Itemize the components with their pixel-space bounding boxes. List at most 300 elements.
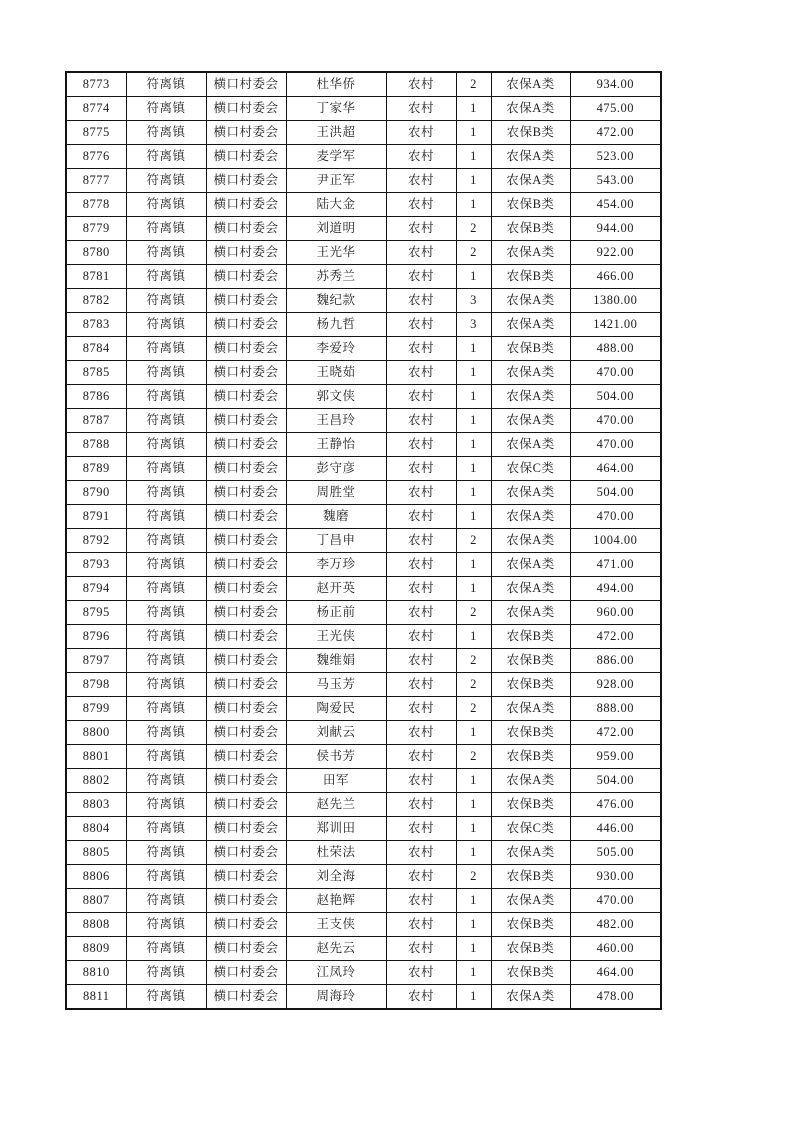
cell-town: 符离镇 xyxy=(126,817,206,841)
cell-insurance-category: 农保C类 xyxy=(491,457,570,481)
cell-town: 符离镇 xyxy=(126,697,206,721)
cell-area-type: 农村 xyxy=(386,337,456,361)
cell-area-type: 农村 xyxy=(386,793,456,817)
cell-town: 符离镇 xyxy=(126,457,206,481)
cell-serial-number: 8784 xyxy=(66,337,126,361)
cell-area-type: 农村 xyxy=(386,913,456,937)
cell-amount: 505.00 xyxy=(570,841,661,865)
cell-area-type: 农村 xyxy=(386,841,456,865)
cell-town: 符离镇 xyxy=(126,625,206,649)
cell-village-committee: 横口村委会 xyxy=(206,745,286,769)
cell-area-type: 农村 xyxy=(386,313,456,337)
cell-insurance-category: 农保A类 xyxy=(491,289,570,313)
cell-insurance-category: 农保A类 xyxy=(491,577,570,601)
cell-town: 符离镇 xyxy=(126,289,206,313)
cell-person-count: 1 xyxy=(456,769,491,793)
cell-town: 符离镇 xyxy=(126,97,206,121)
cell-amount: 1421.00 xyxy=(570,313,661,337)
cell-village-committee: 横口村委会 xyxy=(206,553,286,577)
cell-town: 符离镇 xyxy=(126,433,206,457)
cell-insurance-category: 农保A类 xyxy=(491,769,570,793)
cell-person-name: 马玉芳 xyxy=(286,673,386,697)
cell-town: 符离镇 xyxy=(126,72,206,97)
cell-village-committee: 横口村委会 xyxy=(206,265,286,289)
cell-town: 符离镇 xyxy=(126,961,206,985)
table-row xyxy=(66,313,661,337)
cell-area-type: 农村 xyxy=(386,505,456,529)
cell-serial-number: 8800 xyxy=(66,721,126,745)
cell-serial-number: 8803 xyxy=(66,793,126,817)
cell-amount: 944.00 xyxy=(570,217,661,241)
table-row xyxy=(66,145,661,169)
cell-serial-number: 8794 xyxy=(66,577,126,601)
cell-town: 符离镇 xyxy=(126,361,206,385)
table-row xyxy=(66,457,661,481)
cell-serial-number: 8796 xyxy=(66,625,126,649)
cell-insurance-category: 农保A类 xyxy=(491,72,570,97)
cell-person-name: 侯书芳 xyxy=(286,745,386,769)
table-row xyxy=(66,433,661,457)
cell-amount: 472.00 xyxy=(570,625,661,649)
cell-village-committee: 横口村委会 xyxy=(206,625,286,649)
table-row xyxy=(66,913,661,937)
cell-person-name: 王静怡 xyxy=(286,433,386,457)
cell-person-count: 1 xyxy=(456,721,491,745)
cell-amount: 1004.00 xyxy=(570,529,661,553)
cell-serial-number: 8774 xyxy=(66,97,126,121)
cell-amount: 470.00 xyxy=(570,433,661,457)
cell-serial-number: 8785 xyxy=(66,361,126,385)
cell-village-committee: 横口村委会 xyxy=(206,505,286,529)
cell-person-count: 2 xyxy=(456,697,491,721)
table-row xyxy=(66,409,661,433)
cell-area-type: 农村 xyxy=(386,169,456,193)
cell-amount: 472.00 xyxy=(570,721,661,745)
cell-person-count: 1 xyxy=(456,889,491,913)
cell-amount: 454.00 xyxy=(570,193,661,217)
cell-amount: 470.00 xyxy=(570,505,661,529)
cell-amount: 466.00 xyxy=(570,265,661,289)
table-row xyxy=(66,649,661,673)
cell-town: 符离镇 xyxy=(126,265,206,289)
cell-person-count: 1 xyxy=(456,481,491,505)
cell-insurance-category: 农保A类 xyxy=(491,169,570,193)
cell-area-type: 农村 xyxy=(386,697,456,721)
cell-village-committee: 横口村委会 xyxy=(206,769,286,793)
cell-person-name: 郑训田 xyxy=(286,817,386,841)
cell-person-name: 刘道明 xyxy=(286,217,386,241)
cell-person-name: 王洪超 xyxy=(286,121,386,145)
cell-serial-number: 8807 xyxy=(66,889,126,913)
cell-person-name: 杜荣法 xyxy=(286,841,386,865)
cell-person-count: 1 xyxy=(456,385,491,409)
cell-person-name: 刘献云 xyxy=(286,721,386,745)
table-row xyxy=(66,577,661,601)
cell-area-type: 农村 xyxy=(386,289,456,313)
cell-town: 符离镇 xyxy=(126,577,206,601)
table-row xyxy=(66,193,661,217)
cell-amount: 475.00 xyxy=(570,97,661,121)
cell-amount: 543.00 xyxy=(570,169,661,193)
cell-person-name: 彭守彦 xyxy=(286,457,386,481)
table-row xyxy=(66,985,661,1010)
cell-village-committee: 横口村委会 xyxy=(206,121,286,145)
cell-serial-number: 8793 xyxy=(66,553,126,577)
cell-insurance-category: 农保A类 xyxy=(491,529,570,553)
cell-insurance-category: 农保B类 xyxy=(491,745,570,769)
cell-insurance-category: 农保B类 xyxy=(491,961,570,985)
cell-person-name: 王光华 xyxy=(286,241,386,265)
cell-town: 符离镇 xyxy=(126,409,206,433)
cell-insurance-category: 农保B类 xyxy=(491,265,570,289)
cell-amount: 1380.00 xyxy=(570,289,661,313)
table-row xyxy=(66,769,661,793)
cell-town: 符离镇 xyxy=(126,745,206,769)
cell-serial-number: 8808 xyxy=(66,913,126,937)
cell-person-name: 杜华侨 xyxy=(286,72,386,97)
cell-insurance-category: 农保B类 xyxy=(491,865,570,889)
cell-town: 符离镇 xyxy=(126,865,206,889)
cell-serial-number: 8811 xyxy=(66,985,126,1010)
cell-serial-number: 8804 xyxy=(66,817,126,841)
cell-insurance-category: 农保B类 xyxy=(491,913,570,937)
cell-serial-number: 8797 xyxy=(66,649,126,673)
cell-amount: 476.00 xyxy=(570,793,661,817)
cell-area-type: 农村 xyxy=(386,433,456,457)
cell-town: 符离镇 xyxy=(126,217,206,241)
cell-area-type: 农村 xyxy=(386,625,456,649)
table-row xyxy=(66,529,661,553)
cell-area-type: 农村 xyxy=(386,769,456,793)
cell-village-committee: 横口村委会 xyxy=(206,841,286,865)
cell-village-committee: 横口村委会 xyxy=(206,649,286,673)
table-row xyxy=(66,625,661,649)
cell-town: 符离镇 xyxy=(126,793,206,817)
cell-serial-number: 8790 xyxy=(66,481,126,505)
cell-serial-number: 8791 xyxy=(66,505,126,529)
cell-insurance-category: 农保B类 xyxy=(491,193,570,217)
table-row xyxy=(66,265,661,289)
cell-area-type: 农村 xyxy=(386,817,456,841)
cell-area-type: 农村 xyxy=(386,457,456,481)
cell-area-type: 农村 xyxy=(386,361,456,385)
cell-person-name: 王晓茹 xyxy=(286,361,386,385)
table-row xyxy=(66,601,661,625)
cell-person-name: 赵开英 xyxy=(286,577,386,601)
cell-village-committee: 横口村委会 xyxy=(206,385,286,409)
cell-serial-number: 8795 xyxy=(66,601,126,625)
cell-person-name: 杨九哲 xyxy=(286,313,386,337)
cell-insurance-category: 农保B类 xyxy=(491,937,570,961)
cell-serial-number: 8780 xyxy=(66,241,126,265)
cell-village-committee: 横口村委会 xyxy=(206,193,286,217)
cell-serial-number: 8781 xyxy=(66,265,126,289)
cell-insurance-category: 农保B类 xyxy=(491,625,570,649)
cell-amount: 482.00 xyxy=(570,913,661,937)
cell-person-count: 2 xyxy=(456,649,491,673)
cell-person-name: 魏纪款 xyxy=(286,289,386,313)
cell-amount: 464.00 xyxy=(570,961,661,985)
cell-person-count: 1 xyxy=(456,193,491,217)
cell-amount: 504.00 xyxy=(570,385,661,409)
cell-person-name: 陶爱民 xyxy=(286,697,386,721)
cell-amount: 446.00 xyxy=(570,817,661,841)
cell-village-committee: 横口村委会 xyxy=(206,793,286,817)
cell-village-committee: 横口村委会 xyxy=(206,313,286,337)
table-row xyxy=(66,481,661,505)
table-row xyxy=(66,385,661,409)
cell-amount: 504.00 xyxy=(570,769,661,793)
cell-person-count: 1 xyxy=(456,985,491,1010)
cell-town: 符离镇 xyxy=(126,169,206,193)
cell-person-name: 周海玲 xyxy=(286,985,386,1010)
cell-person-count: 3 xyxy=(456,289,491,313)
cell-person-count: 2 xyxy=(456,529,491,553)
cell-person-name: 尹正军 xyxy=(286,169,386,193)
cell-insurance-category: 农保C类 xyxy=(491,817,570,841)
cell-person-count: 1 xyxy=(456,433,491,457)
cell-person-name: 丁昌申 xyxy=(286,529,386,553)
cell-village-committee: 横口村委会 xyxy=(206,961,286,985)
cell-serial-number: 8789 xyxy=(66,457,126,481)
cell-person-name: 刘全海 xyxy=(286,865,386,889)
cell-area-type: 农村 xyxy=(386,145,456,169)
cell-area-type: 农村 xyxy=(386,985,456,1010)
cell-village-committee: 横口村委会 xyxy=(206,985,286,1010)
cell-amount: 478.00 xyxy=(570,985,661,1010)
cell-village-committee: 横口村委会 xyxy=(206,241,286,265)
cell-village-committee: 横口村委会 xyxy=(206,601,286,625)
cell-person-name: 丁家华 xyxy=(286,97,386,121)
cell-insurance-category: 农保A类 xyxy=(491,601,570,625)
cell-person-name: 麦学军 xyxy=(286,145,386,169)
cell-insurance-category: 农保B类 xyxy=(491,673,570,697)
cell-person-count: 2 xyxy=(456,72,491,97)
cell-person-name: 郭文侠 xyxy=(286,385,386,409)
cell-person-count: 2 xyxy=(456,241,491,265)
cell-insurance-category: 农保B类 xyxy=(491,217,570,241)
cell-amount: 488.00 xyxy=(570,337,661,361)
cell-insurance-category: 农保A类 xyxy=(491,841,570,865)
cell-person-name: 李爱玲 xyxy=(286,337,386,361)
cell-village-committee: 横口村委会 xyxy=(206,72,286,97)
cell-insurance-category: 农保A类 xyxy=(491,97,570,121)
cell-serial-number: 8810 xyxy=(66,961,126,985)
cell-amount: 922.00 xyxy=(570,241,661,265)
cell-person-count: 2 xyxy=(456,865,491,889)
cell-area-type: 农村 xyxy=(386,217,456,241)
cell-insurance-category: 农保A类 xyxy=(491,241,570,265)
cell-person-count: 1 xyxy=(456,577,491,601)
cell-person-name: 田军 xyxy=(286,769,386,793)
cell-serial-number: 8779 xyxy=(66,217,126,241)
cell-area-type: 农村 xyxy=(386,72,456,97)
cell-person-count: 1 xyxy=(456,937,491,961)
pension-payment-table xyxy=(65,71,662,1010)
cell-area-type: 农村 xyxy=(386,937,456,961)
table-row xyxy=(66,337,661,361)
cell-person-count: 1 xyxy=(456,457,491,481)
cell-person-count: 1 xyxy=(456,337,491,361)
table-row xyxy=(66,841,661,865)
cell-person-count: 2 xyxy=(456,673,491,697)
table-row xyxy=(66,289,661,313)
cell-area-type: 农村 xyxy=(386,193,456,217)
cell-person-count: 1 xyxy=(456,793,491,817)
table-row xyxy=(66,169,661,193)
cell-serial-number: 8792 xyxy=(66,529,126,553)
cell-insurance-category: 农保A类 xyxy=(491,889,570,913)
cell-village-committee: 横口村委会 xyxy=(206,817,286,841)
cell-amount: 470.00 xyxy=(570,361,661,385)
cell-village-committee: 横口村委会 xyxy=(206,169,286,193)
cell-area-type: 农村 xyxy=(386,553,456,577)
cell-person-count: 2 xyxy=(456,745,491,769)
table-row xyxy=(66,697,661,721)
cell-area-type: 农村 xyxy=(386,865,456,889)
cell-person-count: 1 xyxy=(456,121,491,145)
cell-village-committee: 横口村委会 xyxy=(206,673,286,697)
cell-serial-number: 8798 xyxy=(66,673,126,697)
cell-insurance-category: 农保A类 xyxy=(491,433,570,457)
cell-amount: 930.00 xyxy=(570,865,661,889)
cell-person-count: 2 xyxy=(456,217,491,241)
table-row xyxy=(66,889,661,913)
cell-village-committee: 横口村委会 xyxy=(206,145,286,169)
cell-area-type: 农村 xyxy=(386,241,456,265)
cell-serial-number: 8805 xyxy=(66,841,126,865)
cell-insurance-category: 农保A类 xyxy=(491,985,570,1010)
table-row xyxy=(66,865,661,889)
cell-area-type: 农村 xyxy=(386,889,456,913)
cell-village-committee: 横口村委会 xyxy=(206,529,286,553)
cell-serial-number: 8786 xyxy=(66,385,126,409)
cell-insurance-category: 农保A类 xyxy=(491,385,570,409)
cell-village-committee: 横口村委会 xyxy=(206,433,286,457)
table-row xyxy=(66,72,661,97)
cell-village-committee: 横口村委会 xyxy=(206,217,286,241)
cell-area-type: 农村 xyxy=(386,481,456,505)
cell-person-name: 陆大金 xyxy=(286,193,386,217)
cell-amount: 460.00 xyxy=(570,937,661,961)
cell-serial-number: 8775 xyxy=(66,121,126,145)
cell-serial-number: 8777 xyxy=(66,169,126,193)
cell-village-committee: 横口村委会 xyxy=(206,697,286,721)
cell-person-name: 王支侠 xyxy=(286,913,386,937)
cell-amount: 464.00 xyxy=(570,457,661,481)
cell-person-name: 魏维娟 xyxy=(286,649,386,673)
cell-area-type: 农村 xyxy=(386,649,456,673)
cell-person-count: 2 xyxy=(456,601,491,625)
cell-person-name: 赵艳辉 xyxy=(286,889,386,913)
cell-town: 符离镇 xyxy=(126,481,206,505)
cell-insurance-category: 农保B类 xyxy=(491,121,570,145)
cell-village-committee: 横口村委会 xyxy=(206,889,286,913)
cell-amount: 888.00 xyxy=(570,697,661,721)
cell-area-type: 农村 xyxy=(386,265,456,289)
cell-amount: 886.00 xyxy=(570,649,661,673)
cell-amount: 934.00 xyxy=(570,72,661,97)
cell-serial-number: 8806 xyxy=(66,865,126,889)
cell-serial-number: 8809 xyxy=(66,937,126,961)
cell-person-count: 1 xyxy=(456,505,491,529)
cell-person-count: 1 xyxy=(456,817,491,841)
cell-person-count: 1 xyxy=(456,361,491,385)
cell-person-count: 1 xyxy=(456,145,491,169)
cell-town: 符离镇 xyxy=(126,241,206,265)
cell-town: 符离镇 xyxy=(126,529,206,553)
cell-amount: 523.00 xyxy=(570,145,661,169)
table-row xyxy=(66,673,661,697)
cell-person-name: 赵先云 xyxy=(286,937,386,961)
cell-person-count: 1 xyxy=(456,913,491,937)
cell-area-type: 农村 xyxy=(386,745,456,769)
cell-person-name: 杨正前 xyxy=(286,601,386,625)
cell-town: 符离镇 xyxy=(126,601,206,625)
table-row xyxy=(66,793,661,817)
cell-insurance-category: 农保A类 xyxy=(491,553,570,577)
table-row xyxy=(66,217,661,241)
cell-person-name: 周胜堂 xyxy=(286,481,386,505)
cell-insurance-category: 农保A类 xyxy=(491,145,570,169)
cell-person-name: 李万珍 xyxy=(286,553,386,577)
cell-village-committee: 横口村委会 xyxy=(206,481,286,505)
cell-person-name: 王光侠 xyxy=(286,625,386,649)
table-row xyxy=(66,937,661,961)
cell-serial-number: 8801 xyxy=(66,745,126,769)
cell-amount: 959.00 xyxy=(570,745,661,769)
cell-person-count: 1 xyxy=(456,841,491,865)
cell-amount: 472.00 xyxy=(570,121,661,145)
table-row xyxy=(66,361,661,385)
cell-serial-number: 8787 xyxy=(66,409,126,433)
cell-town: 符离镇 xyxy=(126,193,206,217)
cell-village-committee: 横口村委会 xyxy=(206,865,286,889)
cell-town: 符离镇 xyxy=(126,649,206,673)
cell-village-committee: 横口村委会 xyxy=(206,289,286,313)
cell-person-count: 1 xyxy=(456,625,491,649)
cell-amount: 928.00 xyxy=(570,673,661,697)
cell-serial-number: 8782 xyxy=(66,289,126,313)
cell-insurance-category: 农保B类 xyxy=(491,721,570,745)
cell-area-type: 农村 xyxy=(386,529,456,553)
table-row xyxy=(66,745,661,769)
cell-person-name: 江凤玲 xyxy=(286,961,386,985)
cell-town: 符离镇 xyxy=(126,385,206,409)
cell-amount: 494.00 xyxy=(570,577,661,601)
cell-serial-number: 8776 xyxy=(66,145,126,169)
cell-town: 符离镇 xyxy=(126,937,206,961)
cell-town: 符离镇 xyxy=(126,721,206,745)
cell-area-type: 农村 xyxy=(386,673,456,697)
cell-insurance-category: 农保A类 xyxy=(491,505,570,529)
cell-person-count: 1 xyxy=(456,409,491,433)
cell-village-committee: 横口村委会 xyxy=(206,913,286,937)
cell-town: 符离镇 xyxy=(126,553,206,577)
table-row xyxy=(66,553,661,577)
cell-village-committee: 横口村委会 xyxy=(206,721,286,745)
cell-insurance-category: 农保B类 xyxy=(491,649,570,673)
cell-town: 符离镇 xyxy=(126,673,206,697)
cell-village-committee: 横口村委会 xyxy=(206,361,286,385)
table-row xyxy=(66,961,661,985)
cell-amount: 504.00 xyxy=(570,481,661,505)
cell-amount: 470.00 xyxy=(570,409,661,433)
cell-village-committee: 横口村委会 xyxy=(206,577,286,601)
cell-area-type: 农村 xyxy=(386,721,456,745)
cell-serial-number: 8773 xyxy=(66,72,126,97)
cell-serial-number: 8802 xyxy=(66,769,126,793)
